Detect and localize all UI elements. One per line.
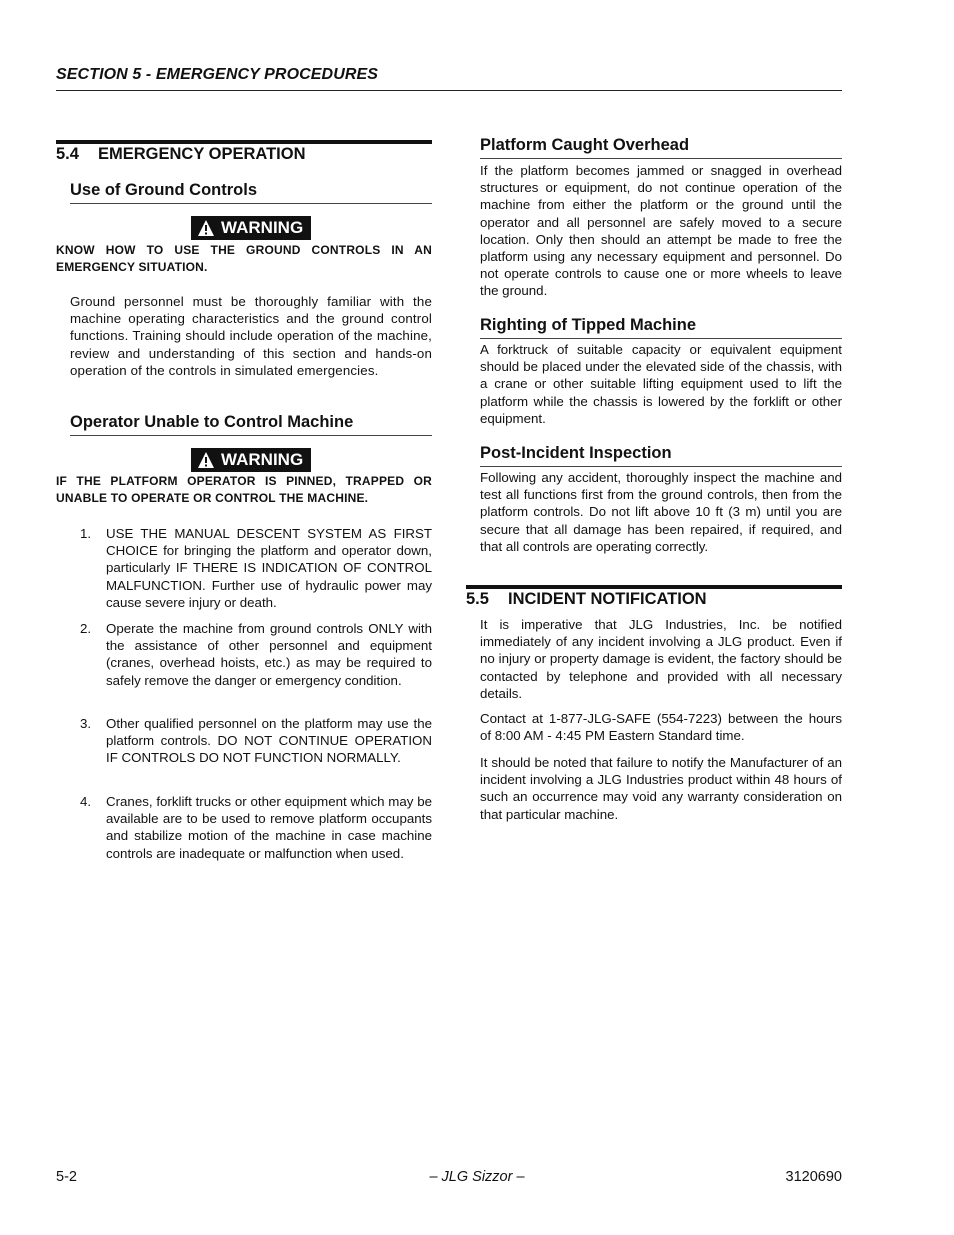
subheading-operator-unable: Operator Unable to Control Machine: [70, 413, 432, 436]
post-incident-paragraph: Following any accident, thoroughly inspect the machine and test all functions first from the ground controls, then from the platform controls. Do not lift above 10 ft (3 m) until you are secure that all damage has been repaired, if required, and that all controls are operating correctly.: [480, 470, 842, 554]
section-title: EMERGENCY OPERATION: [98, 145, 306, 163]
list-number: 3.: [80, 716, 92, 731]
warning-text: IF THE PLATFORM OPERATOR IS PINNED, TRAPPED OR UNABLE TO OPERATE OR CONTROL THE MACHINE.: [56, 474, 432, 505]
list-item: Cranes, forklift trucks or other equipment which may be available are to be used to remove platform occupants and stabilize motion of the machine in case machine controls are inadequate or malfunction when used.: [106, 794, 432, 861]
contact-paragraph: Contact at 1-877-JLG-SAFE (554-7223) between the hours of 8:00 AM - 4:45 PM Eastern Standard time.: [480, 711, 842, 744]
warranty-paragraph: It should be noted that failure to notify the Manufacturer of an incident involving a JLG Industries product within 48 hours of such an occurrence may void any warranty consideration on that particular machine.: [480, 755, 842, 822]
page-number: 5-2: [56, 1169, 77, 1185]
section-divider: [56, 140, 432, 144]
list-number: 4.: [80, 794, 92, 809]
warning-badge: [191, 216, 311, 240]
section-title: INCIDENT NOTIFICATION: [508, 590, 707, 608]
subheading-tipped-machine: Righting of Tipped Machine: [480, 316, 842, 339]
warning-icon: [197, 451, 215, 469]
list-number: 2.: [80, 621, 92, 636]
list-item: USE THE MANUAL DESCENT SYSTEM AS FIRST CHOICE for bringing the platform and operator down, particularly IF THERE IS INDICATION OF CONTROL MALFUNCTION. Further use of hydraulic power may cause severe injury or death.: [106, 526, 432, 610]
list-number: 1.: [80, 526, 92, 541]
tipped-machine-paragraph: A forktruck of suitable capacity or equivalent equipment should be placed under the elevated side of the chassis, with a crane or other suitable lifting equipment used to lift the platform while the chassis is lowered by the forklift or other equipment.: [480, 342, 842, 426]
platform-caught-paragraph: If the platform becomes jammed or snagged in overhead structures or equipment, do not continue operation of the machine from either the platform or the ground until the operator and all personnel are safely moved to a secure location. Only then should an attempt be made to free the platform using any necessary equipment and personnel. Do not operate controls to cause one or more wheels to leave the ground.: [480, 163, 842, 299]
section-header: SECTION 5 - EMERGENCY PROCEDURES: [56, 66, 379, 83]
list-item: Other qualified personnel on the platform may use the platform controls. DO NOT CONTINUE OPERATION IF CONTROLS DO NOT FUNCTION NORMALLY.: [106, 716, 432, 766]
section-heading-5-5: [466, 590, 707, 609]
section-heading-5-4: [56, 145, 306, 164]
warning-label: WARNING: [221, 450, 304, 469]
section-number: 5.5: [466, 590, 489, 608]
warning-icon: [197, 219, 215, 237]
warning-badge: [191, 448, 311, 472]
section-number: 5.4: [56, 145, 79, 163]
warning-text: KNOW HOW TO USE THE GROUND CONTROLS IN AN EMERGENCY SITUATION.: [56, 243, 432, 274]
ground-controls-paragraph: Ground personnel must be thoroughly familiar with the machine operating characteristics and the ground control functions. Training should include operation of the machine, review and understanding of this section and hands-on operation of the controls in simulated emergencies.: [70, 294, 432, 378]
warning-label: WARNING: [221, 218, 304, 237]
section-divider: [466, 585, 842, 589]
list-item: Operate the machine from ground controls ONLY with the assistance of other personnel and equipment (cranes, overhead hoists, etc.) as may be required to safely remove the danger or emergency condition.: [106, 621, 432, 688]
document-number: 3120690: [785, 1169, 842, 1185]
header-divider: [56, 90, 842, 91]
subheading-ground-controls: Use of Ground Controls: [70, 181, 432, 204]
subheading-platform-caught: Platform Caught Overhead: [480, 136, 842, 159]
subheading-post-incident: Post-Incident Inspection: [480, 444, 842, 467]
notification-paragraph: It is imperative that JLG Industries, Inc. be notified immediately of any incident involving a JLG product. Even if no injury or property damage is evident, the factory should be contacted by telephone and provided with all necessary details.: [480, 617, 842, 701]
footer-title: – JLG Sizzor –: [429, 1169, 525, 1185]
